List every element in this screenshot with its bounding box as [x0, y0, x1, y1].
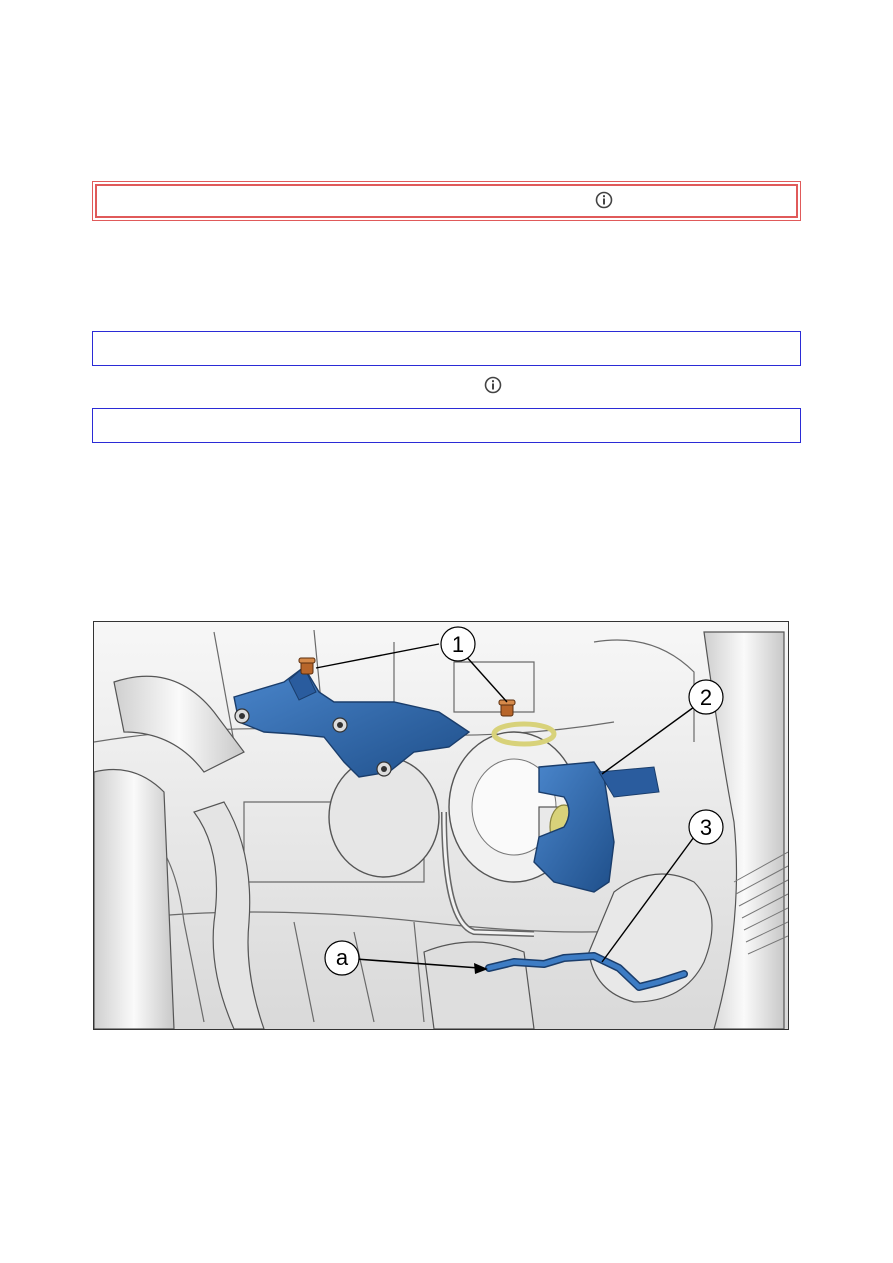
- note-box: [92, 408, 801, 443]
- engine-illustration: [93, 621, 789, 1030]
- info-icon[interactable]: [595, 191, 613, 209]
- warning-box-inner: [95, 184, 798, 218]
- note-box: [92, 331, 801, 366]
- info-icon[interactable]: [484, 376, 502, 394]
- warning-box: [92, 181, 801, 221]
- exhaust-downpipe: [424, 942, 534, 1029]
- callout-a: [325, 941, 359, 975]
- callout-label: a: [335, 945, 349, 970]
- engine-drawing: [94, 622, 788, 1029]
- callout-3: [689, 810, 723, 844]
- callout-label: 3: [699, 815, 713, 840]
- left-hose: [94, 770, 174, 1030]
- callout-1: [441, 627, 475, 661]
- callout-label: 1: [451, 632, 465, 657]
- callout-2: [689, 680, 723, 714]
- bolt: [499, 700, 515, 716]
- callout-label: 2: [699, 685, 713, 710]
- bolt: [299, 658, 315, 674]
